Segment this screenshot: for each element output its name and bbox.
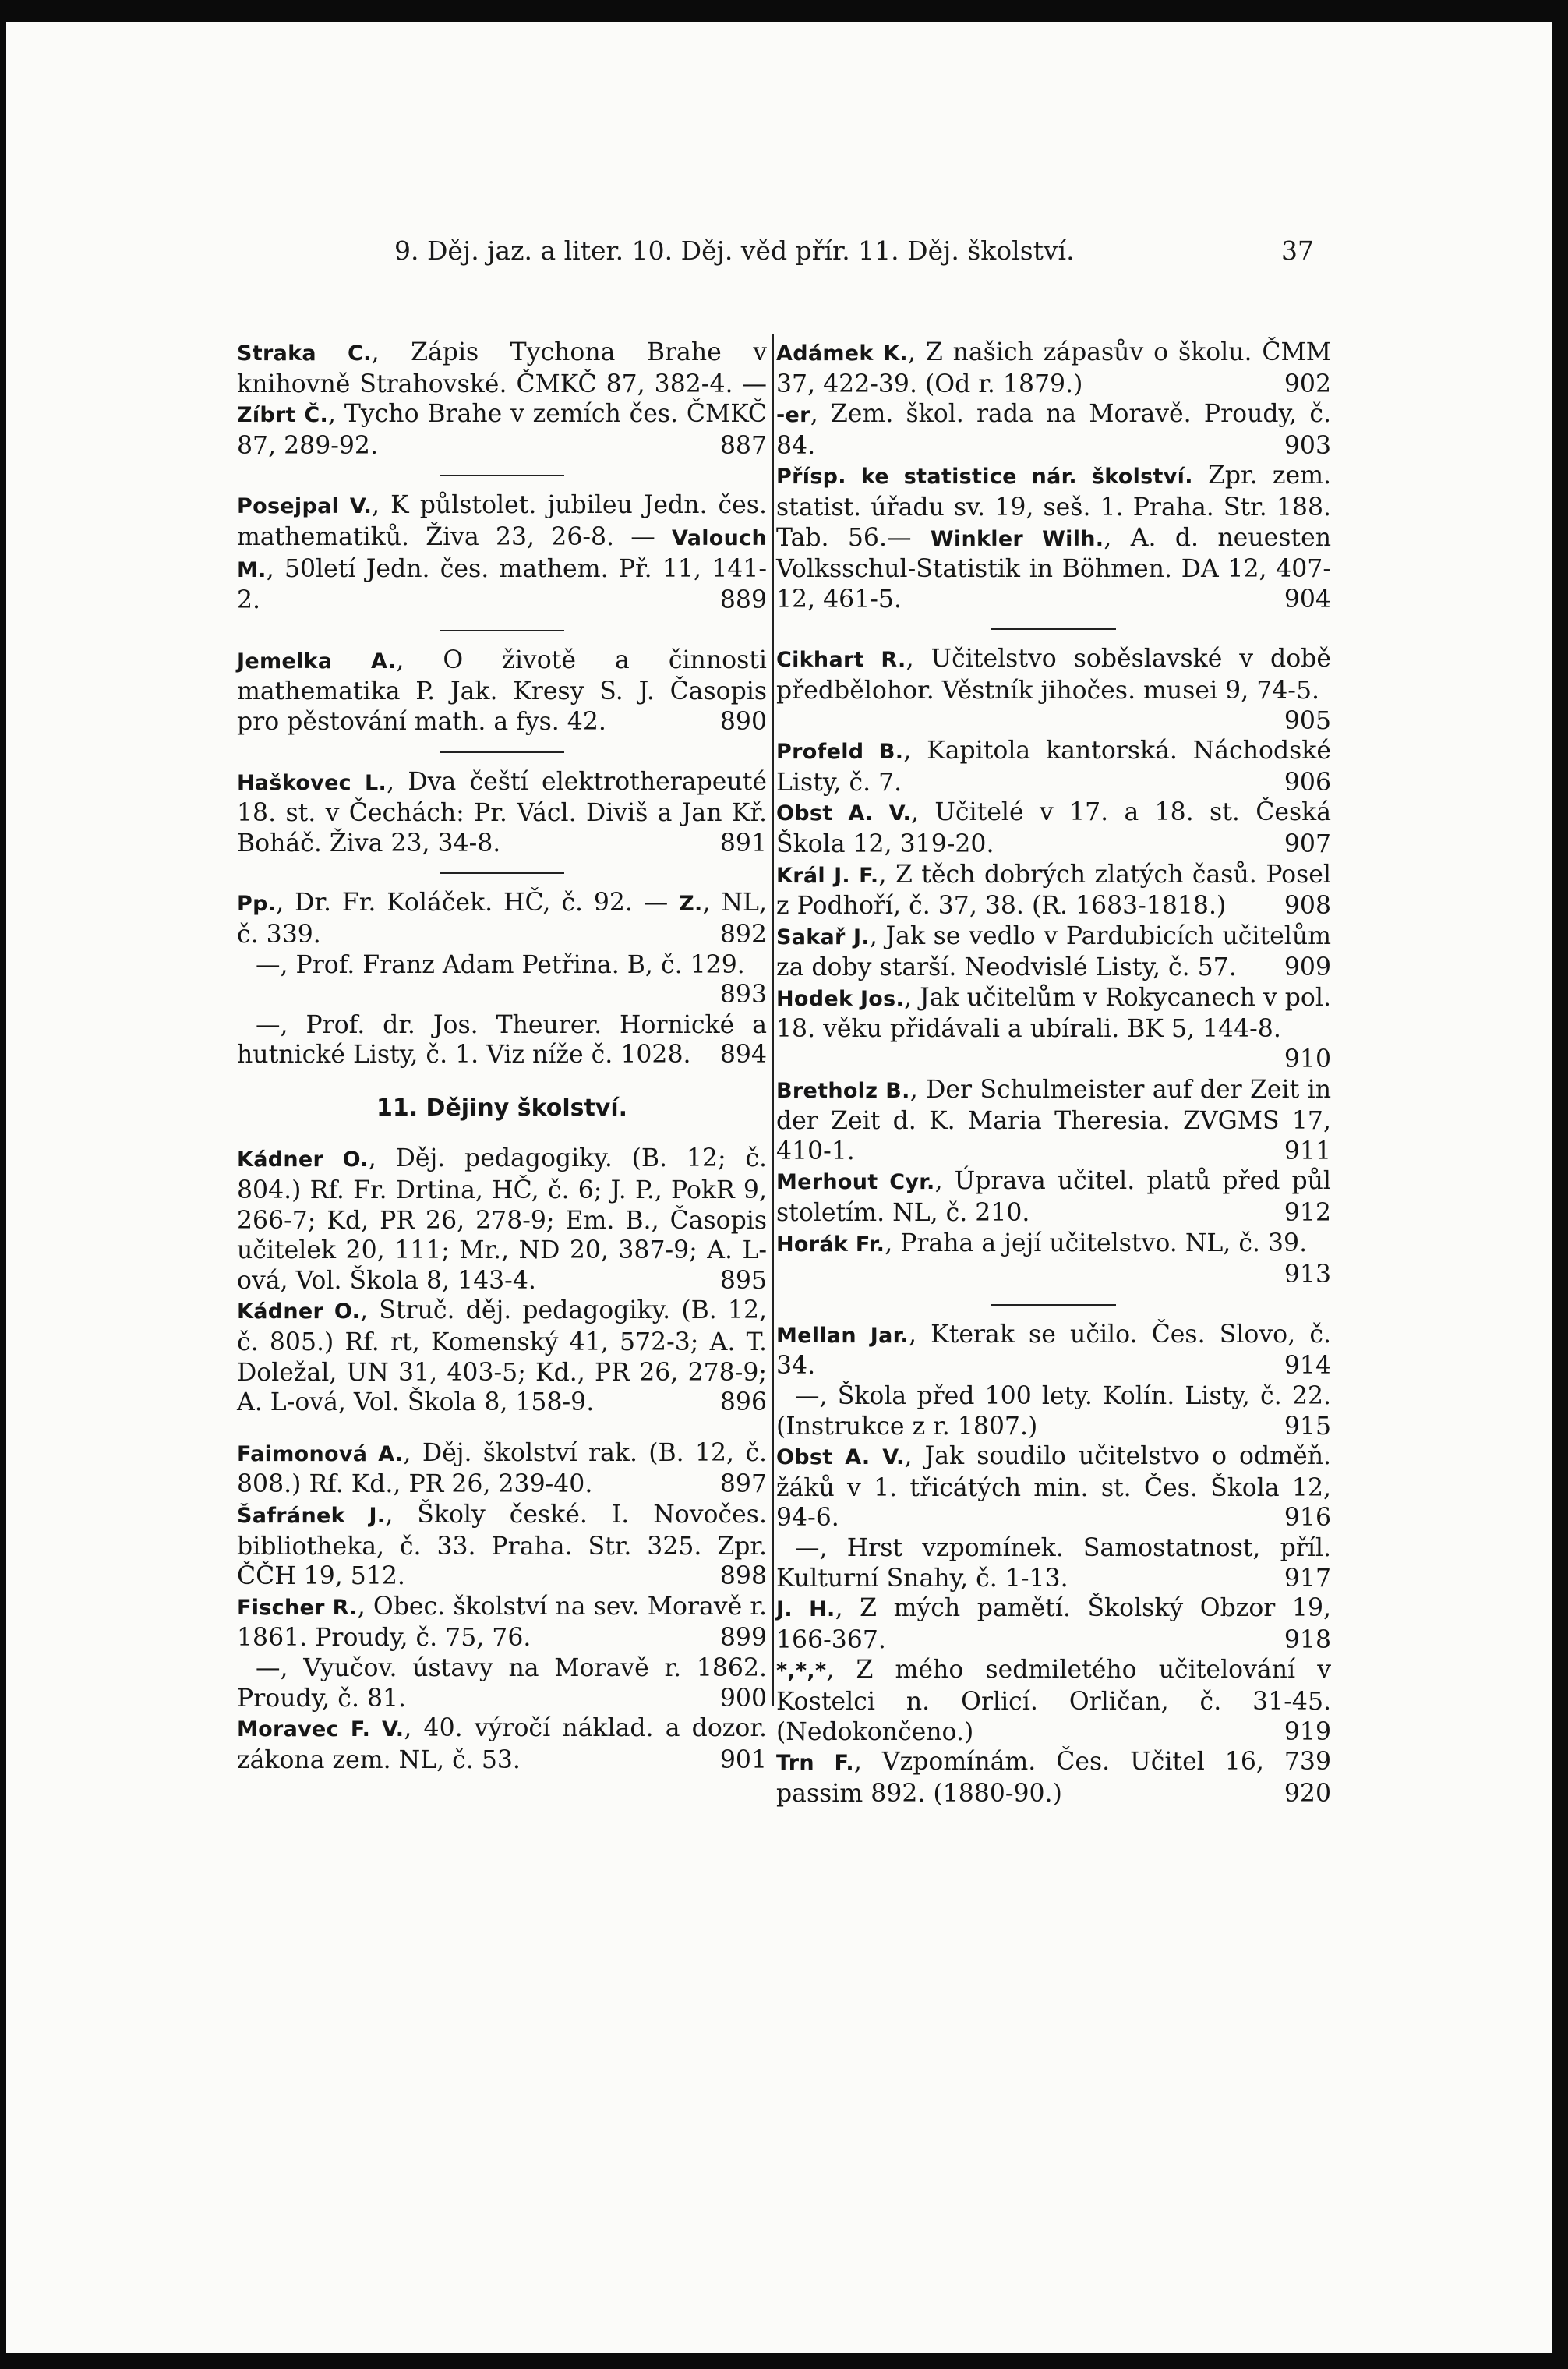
entry-author: Fischer R. [237, 1595, 358, 1620]
entry-914 [776, 1320, 1331, 1381]
entry-text: —, Hrst vzpomínek. Samostatnost, příl. Kulturní Snahy, č. 1-13. [776, 1533, 1331, 1593]
entry-number: 916 [1284, 1504, 1331, 1533]
running-title: 9. Děj. jaz. a liter. 10. Děj. věd přír. 11. Děj. školství. [394, 235, 1075, 266]
entry-903 [776, 399, 1331, 461]
entry-author: Bretholz B. [776, 1078, 910, 1103]
entry-separator [991, 1304, 1116, 1306]
entry-number: 897 [719, 1470, 767, 1499]
entry-number: 910 [1284, 1045, 1331, 1074]
entry-text: , Školy české. I. Novočes. bibliotheka, č. 33. Praha. Str. 325. Zpr. ČČH 19, 512. [237, 1501, 767, 1591]
entry-902 [776, 338, 1331, 399]
entry-number: 891 [719, 829, 767, 857]
entry-number: 920 [1284, 1779, 1331, 1808]
entry-author: -er [776, 403, 810, 428]
entry-text: , Der Schulmeister auf der Zeit in der Zeit d. K. Maria Theresia. ZVGMS 17, 410-1. [776, 1075, 1331, 1165]
entry-number: 896 [719, 1388, 767, 1417]
entry-889 [237, 490, 767, 615]
entry-author: Jemelka A. [237, 649, 397, 674]
entry-author: Haškovec L. [237, 770, 387, 795]
entry-text: , O životě a činnosti mathematika P. Jak. Kresy S. J. Časopis pro pěstování math. a fys. 42. [237, 645, 767, 736]
entry-author: Mellan Jar. [776, 1323, 909, 1348]
entry-number: 914 [1284, 1352, 1331, 1381]
entry-text: , Děj. školství rak. (B. 12, č. 808.) Rf. Kd., PR 26, 239-40. [237, 1438, 767, 1499]
entry-892 [237, 888, 767, 949]
entry-author: Přísp. ke statistice nár. školství. [776, 465, 1193, 490]
entry-text: , Z mého sedmiletého učitelování v Kostelci n. Orlicí. Orličan, č. 31-45. (Nedokončeno.) [776, 1656, 1331, 1746]
section-heading: 11. Dějiny školství. [376, 1094, 628, 1122]
entry-author: Valouch M. [237, 525, 767, 582]
entry-text: —, Prof. Franz Adam Petřina. B, č. 129. [256, 950, 745, 979]
entry-author: Z. [679, 892, 703, 917]
entry-number: 900 [719, 1684, 767, 1713]
entry-text: , Z těch dobrých zlatých časů. Posel z Podhoří, č. 37, 38. (R. 1683-1818.) [776, 860, 1331, 921]
left-column [237, 338, 767, 1775]
entry-author: Merhout Cyr. [776, 1170, 935, 1195]
entry-text: , Děj. pedagogiky. (B. 12; č. 804.) Rf. Fr. Drtina, HČ, č. 6; J. P., PokR 9, 266-7; Kd, PR 26, 278-9; Em. B., Časopis učitelek 20, 111; Mr., ND 20, 387-9; A. L-ová, Vol. Škola 8, 143-4. [237, 1144, 767, 1295]
entry-author: Obst A. V. [776, 801, 912, 826]
entry-author: J. H. [776, 1597, 835, 1622]
entry-text: , 40. výročí náklad. a dozor. zákona zem. NL, č. 53. [237, 1714, 767, 1774]
entry-891 [237, 767, 767, 859]
entry-author: Král J. F. [776, 863, 879, 888]
entry-number: 904 [1284, 585, 1331, 613]
entry-920 [776, 1747, 1331, 1809]
entry-text: , Jak se vedlo v Pardubicích učitelům za doby starší. Neodvislé Listy, č. 57. [776, 921, 1331, 982]
entry-number: 894 [719, 1041, 767, 1070]
entry-897 [237, 1438, 767, 1500]
entry-author: Obst A. V. [776, 1445, 905, 1470]
entry-910 [776, 983, 1331, 1075]
entry-text: Zpr. zem. statist. úřadu sv. 19, seš. 1. Praha. Str. 188. Tab. 56.— [776, 461, 1331, 552]
entry-separator [440, 630, 564, 631]
entry-915 [776, 1381, 1331, 1441]
entry-887 [237, 338, 767, 461]
entry-900 [237, 1653, 767, 1713]
entry-author: Zíbrt Č. [237, 403, 329, 428]
column-divider [772, 334, 774, 1706]
entry-919 [776, 1655, 1331, 1747]
entry-text: , Učitelstvo soběslavské v době předbělohor. Věstník jihočes. musei 9, 74-5. [776, 645, 1331, 705]
entry-text: —, Škola před 100 lety. Kolín. Listy, č. 22. (Instrukce z r. 1807.) [776, 1382, 1331, 1441]
entry-number: 911 [1284, 1137, 1331, 1165]
entry-text: —, Prof. dr. Jos. Theurer. Hornické a hutnické Listy, č. 1. Viz níže č. 1028. [237, 1010, 767, 1070]
entry-number: 899 [719, 1624, 767, 1653]
entry-text: , Úprava učitel. platů před půl stoletím. NL, č. 210. [776, 1167, 1331, 1228]
entry-text: , Obec. školství na sev. Moravě r. 1861. Proudy, č. 75, 76. [237, 1592, 767, 1653]
entry-913 [776, 1229, 1331, 1290]
entry-number: 917 [1284, 1564, 1331, 1593]
page-number: 37 [1281, 235, 1314, 266]
entry-number: 913 [1284, 1261, 1331, 1289]
entry-author: Posejpal V. [237, 494, 373, 519]
entry-911 [776, 1075, 1331, 1167]
entry-894 [237, 1010, 767, 1070]
scanned-page [6, 22, 1552, 2353]
entry-author: Horák Fr. [776, 1232, 885, 1257]
entry-author: Winkler Wilh. [930, 526, 1104, 551]
entry-text: —, Vyučov. ústavy na Moravě r. 1862. Proudy, č. 81. [237, 1653, 767, 1713]
entry-author: Faimonová A. [237, 1441, 404, 1466]
entry-author: Šafránek J. [237, 1504, 386, 1528]
entry-917 [776, 1533, 1331, 1593]
entry-text: , Tycho Brahe v zemích čes. ČMKČ 87, 289-92. [237, 400, 767, 460]
entry-893 [237, 950, 767, 1010]
entry-text: , Vzpomínám. Čes. Učitel 16, 739 passim 892. (1880-90.) [776, 1748, 1331, 1808]
entry-890 [237, 645, 767, 737]
entry-text: , Z mých pamětí. Školský Obzor 19, 166-367. [776, 1594, 1331, 1654]
entry-908 [776, 860, 1331, 921]
entry-text: , Struč. děj. pedagogiky. (B. 12, č. 805.) Rf. rt, Komenský 41, 572-3; A. T. Doležal, UN 31, 403-5; Kd., PR 26, 278-9; A. L-ová, Vol. Škola 8, 158-9. [237, 1296, 767, 1417]
entry-895 [237, 1144, 767, 1296]
entry-number: 895 [719, 1266, 767, 1295]
entry-916 [776, 1441, 1331, 1533]
entry-number: 887 [719, 431, 767, 460]
entry-number: 902 [1284, 369, 1331, 398]
right-column [776, 338, 1331, 1809]
entry-number: 908 [1284, 892, 1331, 921]
entry-number: 892 [719, 920, 767, 949]
entry-898 [237, 1500, 767, 1592]
entry-author: Kádner O. [237, 1147, 369, 1172]
entry-text: , Zem. škol. rada na Moravě. Proudy, č. 84. [776, 400, 1331, 460]
entry-number: 906 [1284, 768, 1331, 797]
entry-author: Sakař J. [776, 925, 870, 949]
entry-author: Hodek Jos. [776, 986, 905, 1011]
entry-number: 907 [1284, 829, 1331, 858]
entry-author: Pp. [237, 892, 277, 917]
entry-author: Straka C. [237, 341, 372, 366]
entry-author: *,*,* [776, 1659, 827, 1684]
entry-number: 901 [719, 1745, 767, 1774]
spacer [237, 1418, 767, 1438]
entry-918 [776, 1593, 1331, 1655]
entry-904 [776, 461, 1331, 614]
entry-text: , Dr. Fr. Koláček. HČ, č. 92. — [276, 889, 680, 918]
entry-909 [776, 921, 1331, 983]
entry-text: , K půlstolet. jubileu Jedn. čes. mathematiků. Živa 23, 26-8. — [237, 491, 767, 551]
entry-number: 893 [719, 981, 767, 1009]
entry-899 [237, 1592, 767, 1653]
entry-number: 898 [719, 1562, 767, 1591]
entry-number: 905 [1284, 706, 1331, 735]
entry-912 [776, 1166, 1331, 1228]
entry-906 [776, 736, 1331, 797]
entry-text: , A. d. neuesten Volksschul-Statistik in Böhmen. DA 12, 407-12, 461-5. [776, 523, 1331, 613]
entry-text: , Z našich zápasův o školu. ČMM 37, 422-39. (Od r. 1879.) [776, 338, 1332, 398]
entry-text: , Zápis Tychona Brahe v knihovně Strahovské. ČMKČ 87, 382-4. — [237, 338, 767, 398]
entry-number: 909 [1284, 953, 1331, 982]
entry-author: Trn F. [776, 1751, 854, 1776]
entry-text: , NL, č. 339. [237, 889, 767, 949]
entry-author: Kádner O. [237, 1299, 361, 1324]
entry-separator [440, 475, 564, 476]
entry-text: , Jak soudilo učitelstvo o odměň. žáků v 1. třicátých min. st. Čes. Škola 12, 94-6. [776, 1442, 1332, 1533]
entry-author: Cikhart R. [776, 648, 906, 673]
entry-text: , 50letí Jedn. čes. mathem. Př. 11, 141-2. [237, 554, 767, 615]
entry-author: Adámek K. [776, 341, 908, 366]
entry-text: , Jak učitelům v Rokycanech v pol. 18. věku přidávali a ubírali. BK 5, 144-8. [776, 983, 1331, 1044]
entry-author: Profeld B. [776, 740, 904, 765]
entry-text: , Kapitola kantorská. Náchodské Listy, č. 7. [776, 737, 1332, 797]
entry-number: 890 [719, 707, 767, 736]
entry-number: 912 [1284, 1199, 1331, 1228]
entry-907 [776, 797, 1331, 859]
running-header [394, 235, 1314, 266]
entry-author: Moravec F. V. [237, 1717, 404, 1742]
entry-number: 915 [1284, 1412, 1331, 1441]
entry-text: , Dva čeští elektrotherapeuté 18. st. v Čechách: Pr. Václ. Diviš a Jan Kř. Boháč. Živa 23, 34-8. [237, 767, 767, 857]
entry-separator [440, 751, 564, 753]
entry-901 [237, 1713, 767, 1775]
entry-text: , Praha a její učitelstvo. NL, č. 39. [885, 1229, 1308, 1257]
entry-number: 903 [1284, 431, 1331, 460]
entry-separator [440, 872, 564, 874]
entry-text: , Učitelé v 17. a 18. st. Česká Škola 12, 319-20. [776, 798, 1331, 858]
entry-number: 918 [1284, 1625, 1331, 1654]
entry-text: , Kterak se učilo. Čes. Slovo, č. 34. [776, 1320, 1331, 1381]
entry-896 [237, 1296, 767, 1417]
entry-number: 889 [719, 586, 767, 615]
entry-separator [991, 628, 1116, 630]
entry-number: 919 [1284, 1717, 1331, 1746]
entry-905 [776, 644, 1331, 736]
